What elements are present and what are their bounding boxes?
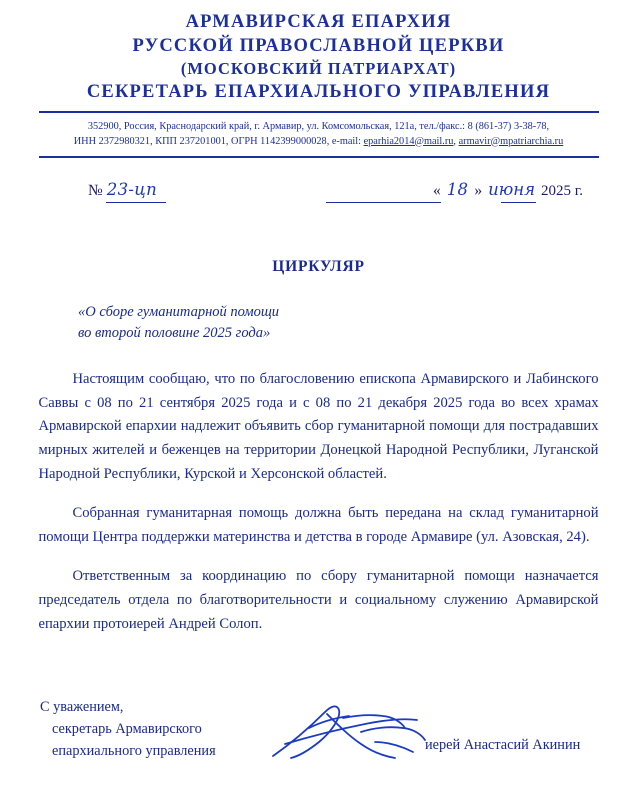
- number-date-row: [46, 180, 591, 210]
- signature-line-2: секретарь Армавирского: [52, 720, 202, 737]
- handwritten-signature-icon: [265, 698, 435, 768]
- date-underline-left: [326, 202, 441, 203]
- letterhead-line-2: РУССКОЙ ПРАВОСЛАВНОЙ ЦЕРКВИ: [132, 36, 505, 57]
- signature-line-1: С уважением,: [40, 698, 124, 715]
- document-number: [88, 180, 157, 200]
- document-subject: [78, 302, 637, 344]
- date-year: 2025 г.: [541, 182, 583, 199]
- letterhead-line-3: (МОСКОВСКИЙ ПАТРИАРХАТ): [180, 59, 457, 79]
- email-link-1[interactable]: eparhia2014@mail.ru: [363, 135, 454, 147]
- document-body: [39, 368, 599, 636]
- date-day: 18: [446, 179, 469, 199]
- body-paragraph-1: Настоящим сообщаю, что по благословению епископа Армавирского и Лабинского Саввы с 08 по 21 сентября 2025 года и с 08 по 21 декабря 2025 года во всех храмах Армавирской епархии надлежит объявить сбор гуманитарной помощи для пострадавших мирных жителей и беженцев на территории Донецкой Народной Республики, Луганской Народной Республики, Курской и Херсонской областей.: [38, 370, 599, 482]
- date-open-quote: «: [432, 181, 441, 199]
- signature-line-3: епархиального управления: [52, 742, 216, 759]
- letterhead-line-1: АРМАВИРСКАЯ ЕПАРХИЯ: [185, 12, 452, 32]
- date-month: июня: [488, 179, 536, 199]
- signatory-name: иерей Анастасий Акинин: [425, 736, 581, 753]
- date-close-quote: »: [474, 181, 483, 199]
- body-paragraph-2: Собранная гуманитарная помощь должна быть передана на склад гуманитарной помощи Центра поддержки материнства и детства в городе Армавире (ул. Азовская, 24).: [38, 505, 599, 545]
- contacts-separator: ,: [453, 135, 459, 147]
- number-underline: [106, 202, 166, 203]
- contacts-line-1: 352900, Россия, Краснодарский край, г. Армавир, ул. Комсомольская, 121а, тел./факс.: 8 (861-37) 3-38-78,: [87, 120, 550, 132]
- subject-line-2: во второй половине 2025 года»: [78, 324, 271, 341]
- contacts-block: [46, 120, 591, 150]
- body-paragraph-3: Ответственным за координацию по сбору гуманитарной помощи назначается председатель отдела по благотворительности и социальному служению Армавирской епархии протоиерей Андрей Солоп.: [38, 568, 599, 632]
- number-value: 23-цп: [106, 179, 158, 199]
- signature-block: [40, 696, 600, 762]
- document-date: [433, 180, 583, 200]
- email-link-2[interactable]: armavir@mpatriarchia.ru: [458, 135, 564, 147]
- date-underline-right: [501, 202, 536, 203]
- letterhead-divider-bottom: [39, 156, 599, 158]
- page-title: ЦИРКУЛЯР: [272, 257, 365, 275]
- subject-line-1: «О сборе гуманитарной помощи: [78, 303, 280, 320]
- number-sign: №: [88, 181, 103, 199]
- letterhead-divider-top: [39, 111, 599, 113]
- signature-text: [40, 696, 216, 762]
- contacts-line-2: [46, 135, 591, 150]
- contacts-line-2-text: ИНН 2372980321, КПП 237201001, ОГРН 1142399000028, e-mail:: [73, 135, 364, 147]
- letterhead-line-4: СЕКРЕТАРЬ ЕПАРХИАЛЬНОГО УПРАВЛЕНИЯ: [86, 81, 551, 102]
- letterhead: [0, 0, 637, 158]
